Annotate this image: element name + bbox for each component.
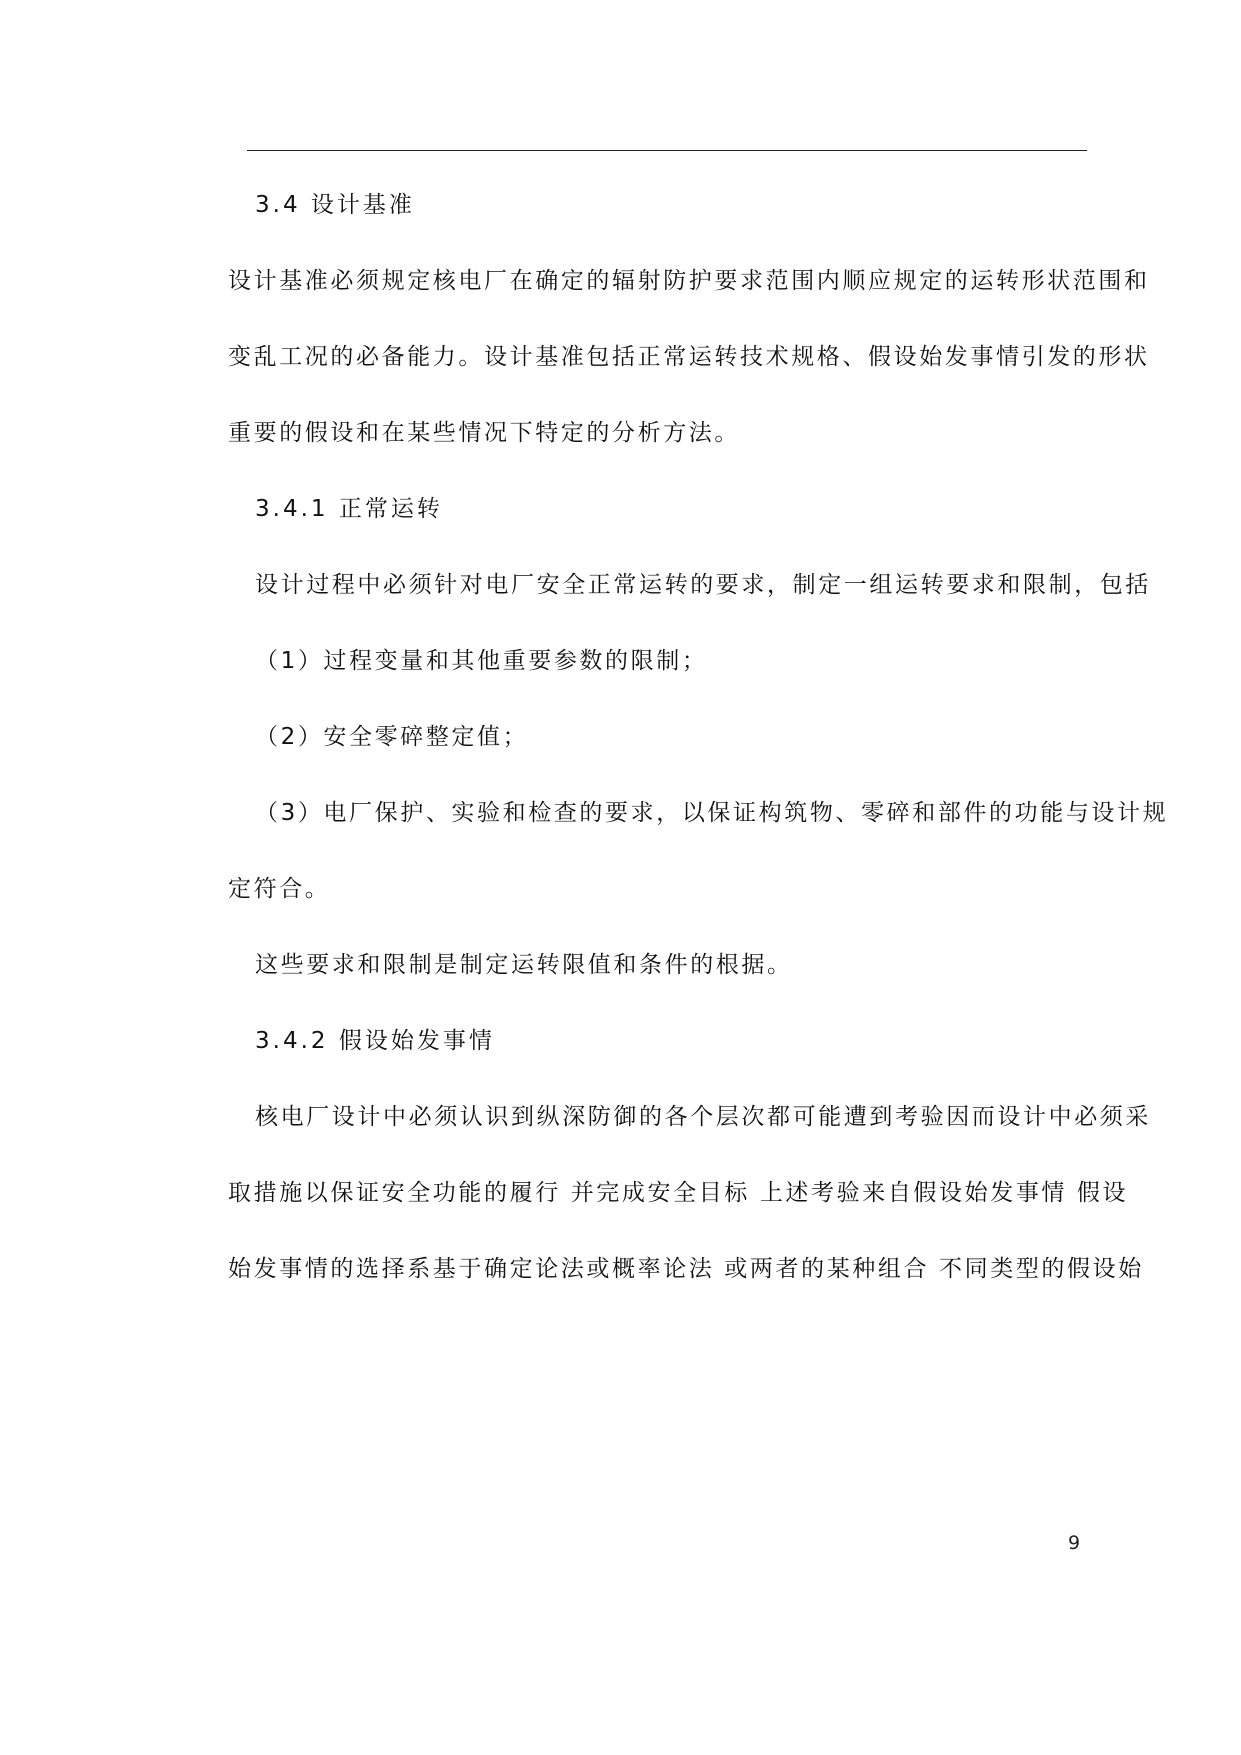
paragraph-line: 变乱工况的必备能力。设计基准包括正常运转技术规格、假设始发事情引发的形状 <box>228 344 1150 370</box>
section-heading: 3.4 设计基准 <box>255 192 415 218</box>
paragraph-line: 重要的假设和在某些情况下特定的分析方法。 <box>228 420 740 446</box>
list-item: （3）电厂保护、实验和检查的要求，以保证构筑物、零碎和部件的功能与设计规 <box>255 800 1169 826</box>
page-number: 9 <box>1068 1532 1081 1554</box>
subsection-heading: 3.4.2 假设始发事情 <box>255 1028 495 1054</box>
list-item: （2）安全零碎整定值； <box>255 724 529 750</box>
paragraph-line: 取措施以保证安全功能的履行 并完成安全目标 上述考验来自假设始发事情 假设 <box>228 1180 1129 1206</box>
subsection-heading: 3.4.1 正常运转 <box>255 496 443 522</box>
paragraph-line: 设计过程中必须针对电厂安全正常运转的要求，制定一组运转要求和限制，包括 <box>255 572 1151 598</box>
paragraph-line: 设计基准必须规定核电厂在确定的辐射防护要求范围内顺应规定的运转形状范围和 <box>228 268 1150 294</box>
paragraph-line: 始发事情的选择系基于确定论法或概率论法 或两者的某种组合 不同类型的假设始 <box>228 1256 1144 1282</box>
paragraph-line: 核电厂设计中必须认识到纵深防御的各个层次都可能遭到考验因而设计中必须采 <box>255 1104 1151 1130</box>
list-item-continuation: 定符合。 <box>228 876 331 902</box>
list-item: （1）过程变量和其他重要参数的限制； <box>255 648 708 674</box>
paragraph-line: 这些要求和限制是制定运转限值和条件的根据。 <box>255 952 793 978</box>
header-rule <box>247 150 1087 151</box>
